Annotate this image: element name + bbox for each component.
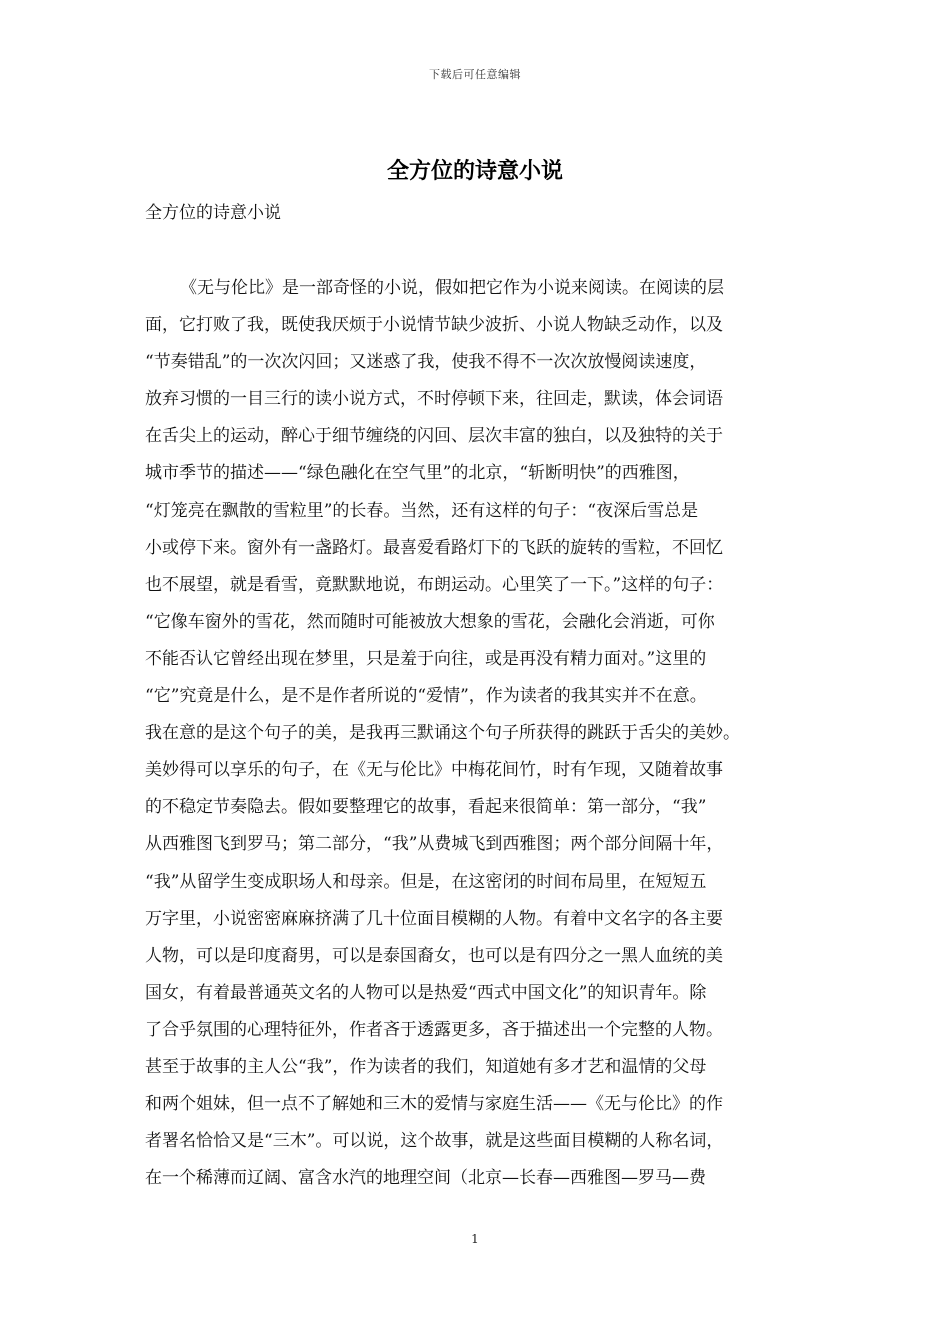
paragraph-line: 和两个姐妹，但一点不了解她和三木的爱情与家庭生活——《无与伦比》的作 <box>145 1094 723 1115</box>
paragraph-line: 在一个稀薄而辽阔、富含水汽的地理空间（北京—长春—西雅图—罗马—费 <box>145 1168 706 1189</box>
paragraph-line: 人物，可以是印度裔男，可以是泰国裔女，也可以是有四分之一黑人血统的美 <box>145 945 723 966</box>
document-title: 全方位的诗意小说 <box>386 158 563 184</box>
paragraph-line: 美妙得可以享乐的句子，在《无与伦比》中梅花间竹，时有乍现，又随着故事 <box>145 760 723 781</box>
document-subtitle: 全方位的诗意小说 <box>145 203 281 223</box>
paragraph-line: 放弃习惯的一目三行的读小说方式，不时停顿下来，往回走，默读，体会词语 <box>145 389 723 410</box>
paragraph-line: 《无与伦比》是一部奇怪的小说，假如把它作为小说来阅读。在阅读的层 <box>180 278 724 298</box>
paragraph-line: 我在意的是这个句子的美，是我再三默诵这个句子所获得的跳跃于舌尖的美妙。 <box>145 723 740 744</box>
paragraph-line: “灯笼亮在飘散的雪粒里”的长春。当然，还有这样的句子：“夜深后雪总是 <box>145 500 699 521</box>
paragraph-line: 甚至于故事的主人公“我”，作为读者的我们，知道她有多才艺和温情的父母 <box>145 1056 707 1077</box>
paragraph-line: “我”从留学生变成职场人和母亲。但是，在这密闭的时间布局里，在短短五 <box>145 871 707 892</box>
paragraph-line: 城市季节的描述——“绿色融化在空气里”的北京，“斩断明快”的西雅图， <box>145 463 690 484</box>
page-header-note: 下载后可任意编辑 <box>429 68 521 81</box>
paragraph-line: “节奏错乱”的一次次闪回；又迷惑了我，使我不得不一次次放慢阅读速度， <box>145 352 707 373</box>
paragraph-line: 了合乎氛围的心理特征外，作者吝于透露更多，吝于描述出一个完整的人物。 <box>145 1019 723 1040</box>
paragraph-line: 的不稳定节奏隐去。假如要整理它的故事，看起来很简单：第一部分，“我” <box>145 797 707 818</box>
paragraph-line: 也不展望，就是看雪，竟默默地说，布朗运动。心里笑了一下。”这样的句子： <box>145 574 724 595</box>
paragraph-line: 面，它打败了我，既使我厌烦于小说情节缺少波折、小说人物缺乏动作，以及 <box>145 315 723 336</box>
paragraph-line: 在舌尖上的运动，醉心于细节缠绕的闪回、层次丰富的独白，以及独特的关于 <box>145 426 723 447</box>
body-paragraph <box>145 270 813 1197</box>
paragraph-line: 国女，有着最普通英文名的人物可以是热爱“西式中国文化”的知识青年。除 <box>145 982 707 1003</box>
paragraph-line: 从西雅图飞到罗马；第二部分，“我”从费城飞到西雅图；两个部分间隔十年， <box>145 834 724 855</box>
paragraph-line: 万字里，小说密密麻麻挤满了几十位面目模糊的人物。有着中文名字的各主要 <box>145 908 723 929</box>
paragraph-line: “它像车窗外的雪花，然而随时可能被放大想象的雪花，会融化会消逝，可你 <box>145 611 715 632</box>
page-number: 1 <box>471 1232 479 1246</box>
paragraph-line: “它”究竟是什么，是不是作者所说的“爱情”，作为读者的我其实并不在意。 <box>145 686 707 707</box>
paragraph-line: 不能否认它曾经出现在梦里，只是羞于向往，或是再没有精力面对。”这里的 <box>145 648 707 669</box>
paragraph-line: 者署名恰恰又是“三木”。可以说，这个故事，就是这些面目模糊的人称名词， <box>145 1131 724 1152</box>
paragraph-line: 小或停下来。窗外有一盏路灯。最喜爱看路灯下的飞跃的旋转的雪粒，不回忆 <box>145 537 723 558</box>
